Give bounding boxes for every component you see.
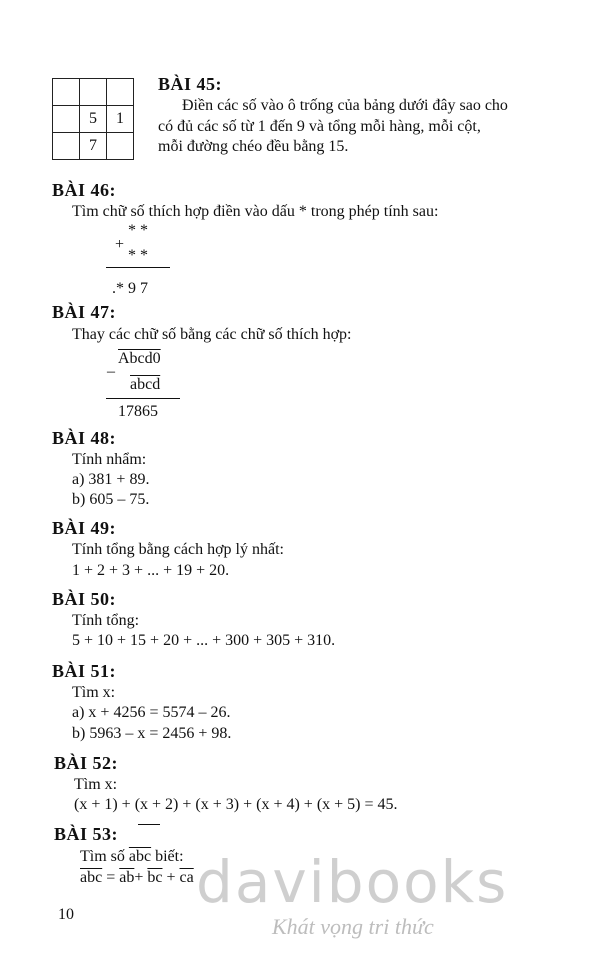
b51-title: BÀI 51:	[52, 661, 117, 681]
b53-line1	[80, 847, 184, 867]
b46-result: .* 9 7	[112, 280, 148, 297]
b53-title: BÀI 53:	[54, 824, 119, 844]
watermark-brand: davibooks	[196, 848, 509, 916]
b52-title: BÀI 52:	[54, 753, 119, 773]
b48-a: a) 381 + 89.	[72, 471, 150, 488]
b45-line1: Điền các số vào ô trống của bảng dưới đây sao cho	[182, 97, 508, 114]
b48-text: Tính nhẩm:	[72, 451, 147, 468]
b47-operator: –	[107, 363, 115, 380]
b47-result: 17865	[118, 403, 158, 420]
b48-title: BÀI 48:	[52, 428, 117, 448]
b46-title: BÀI 46:	[52, 180, 117, 200]
b47-text: Thay các chữ số bằng các chữ số thích hợp:	[72, 326, 352, 343]
b45-line3: mỗi đường chéo đều bằng 15.	[158, 138, 349, 155]
b50-expr: 5 + 10 + 15 + 20 + ... + 300 + 305 + 310.	[72, 632, 336, 649]
b49-title: BÀI 49:	[52, 518, 117, 538]
b53-bc: $\overline{bc}$	[147, 869, 163, 886]
b51-b: b) 5963 – x = 2456 + 98.	[72, 725, 232, 742]
b53-title-overline	[138, 824, 160, 825]
b53-ca: $\overline{ca}$	[179, 869, 194, 886]
b52-text: Tìm x:	[74, 776, 118, 793]
grid-cell	[107, 79, 134, 106]
b53-text2: biết:	[155, 848, 184, 865]
b53-eq-sign: =	[106, 869, 116, 886]
b45-line2: có đủ các số từ 1 đến 9 và tổng mỗi hàng, mỗi cột,	[158, 118, 481, 135]
b46-row1: * *	[128, 222, 148, 239]
grid-cell	[53, 106, 80, 133]
b53-equation	[80, 868, 194, 888]
grid-cell	[53, 79, 80, 106]
b53-plus2: +	[166, 869, 176, 886]
grid-cell: 7	[80, 133, 107, 160]
grid-cell: 5	[80, 106, 107, 133]
b47-row2: abcd	[130, 376, 161, 393]
grid-cell: 1	[107, 106, 134, 133]
b49-text: Tính tổng bằng cách hợp lý nhất:	[72, 541, 284, 558]
page-number: 10	[58, 906, 74, 923]
b46-text: Tìm chữ số thích hợp điền vào dấu * trong phép tính sau:	[72, 203, 439, 220]
b47-title: BÀI 47:	[52, 302, 117, 322]
b50-text: Tính tổng:	[72, 612, 140, 629]
grid-cell	[53, 133, 80, 160]
b46-result-line	[106, 267, 170, 268]
b52-expr: (x + 1) + (x + 2) + (x + 3) + (x + 4) + (x + 5) = 45.	[74, 796, 398, 813]
b48-b: b) 605 – 75.	[72, 491, 150, 508]
b47-result-line	[106, 398, 180, 399]
b45-title: BÀI 45:	[158, 74, 223, 94]
b50-title: BÀI 50:	[52, 589, 117, 609]
b51-text: Tìm x:	[72, 684, 116, 701]
b53-eq-abc: $\overline{abc}$	[80, 869, 103, 886]
b53-abc: $\overline{abc}$	[128, 848, 152, 865]
b53-ab: $\overline{ab}$	[119, 869, 135, 886]
grid-cell	[80, 79, 107, 106]
b51-a: a) x + 4256 = 5574 – 26.	[72, 704, 231, 721]
b53-text: Tìm số	[80, 848, 125, 865]
grid-cell	[107, 133, 134, 160]
b49-expr: 1 + 2 + 3 + ... + 19 + 20.	[72, 562, 230, 579]
b46-row2: * *	[128, 247, 148, 264]
b46-operator: +	[115, 236, 125, 253]
magic-square-grid	[52, 78, 134, 160]
b47-row1: Abcd0	[118, 350, 161, 367]
watermark-slogan: Khát vọng tri thức	[272, 914, 434, 939]
b53-plus1: +	[134, 869, 144, 886]
